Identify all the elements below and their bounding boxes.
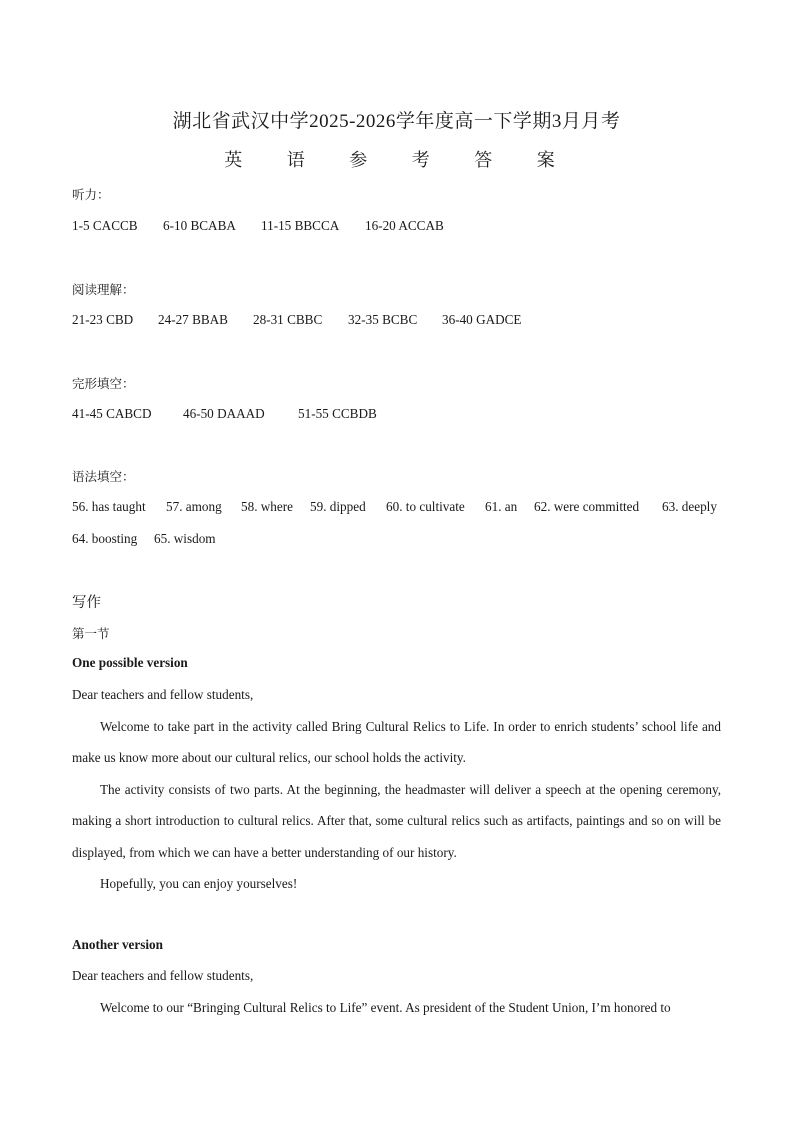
- reading-heading: 阅读理解：: [72, 282, 135, 297]
- answer-group: 32-35 BCBC: [348, 312, 418, 327]
- answer-item: 60. to cultivate: [386, 499, 465, 514]
- version1-paragraph-2: The activity consists of two parts. At the beginning, the headmaster will deliver a speech at the opening ceremony, making a short introduction to cultural relics. After that, some cultural relics such as artifacts, paintings and so on will be displayed, from which we can have a better understanding of our history.: [72, 782, 721, 860]
- version2-paragraph-1: Welcome to our “Bringing Cultural Relics to Life” event. As president of the Student Union, I’m honored to: [100, 1000, 671, 1015]
- answer-item: 56. has taught: [72, 499, 146, 514]
- grammar-answers-row1: [72, 499, 717, 515]
- page-subtitle: 英 语 参 考 答 案: [224, 150, 569, 170]
- version1-paragraph-1: Welcome to take part in the activity called Bring Cultural Relics to Life. In order to enrich students’ school life and make us know more about our cultural relics, our school holds the activity.: [72, 719, 721, 766]
- reading-answers: [72, 312, 522, 328]
- answer-group: 36-40 GADCE: [442, 312, 522, 327]
- listening-heading: 听力：: [72, 187, 110, 202]
- answer-group: 41-45 CABCD: [72, 406, 152, 421]
- grammar-heading: 语法填空：: [72, 469, 135, 484]
- cloze-heading: 完形填空：: [72, 376, 135, 391]
- answer-group: 51-55 CCBDB: [298, 406, 377, 421]
- answer-item: 57. among: [166, 499, 222, 514]
- answer-group: 21-23 CBD: [72, 312, 134, 327]
- version2-salutation: Dear teachers and fellow students,: [72, 968, 254, 983]
- answer-item: 64. boosting: [72, 531, 138, 546]
- answer-group: 1-5 CACCB: [72, 218, 138, 233]
- writing-part1-heading: 第一节: [72, 626, 110, 641]
- answer-group: 11-15 BBCCA: [261, 218, 340, 233]
- answer-item: 63. deeply: [662, 499, 717, 514]
- version1-paragraph-3: Hopefully, you can enjoy yourselves!: [100, 876, 298, 891]
- answer-group: 46-50 DAAAD: [183, 406, 265, 421]
- listening-answers: [72, 218, 444, 234]
- answer-group: 28-31 CBBC: [253, 312, 323, 327]
- answer-item: 61. an: [485, 499, 518, 514]
- writing-heading: 写作: [72, 595, 101, 611]
- version2-label: Another version: [72, 937, 163, 952]
- grammar-answers-row2: [72, 531, 216, 547]
- cloze-answers: [72, 406, 377, 422]
- version1-salutation: Dear teachers and fellow students,: [72, 687, 254, 702]
- page-title: 湖北省武汉中学2025-2026学年度高一下学期3月月考: [172, 111, 621, 132]
- answer-item: 62. were committed: [534, 499, 640, 514]
- answer-item: 58. where: [241, 499, 293, 514]
- answer-group: 6-10 BCABA: [163, 218, 236, 233]
- answer-group: 16-20 ACCAB: [365, 218, 444, 233]
- version1-label: One possible version: [72, 655, 188, 670]
- answer-group: 24-27 BBAB: [158, 312, 228, 327]
- answer-item: 65. wisdom: [154, 531, 216, 546]
- answer-item: 59. dipped: [310, 499, 366, 514]
